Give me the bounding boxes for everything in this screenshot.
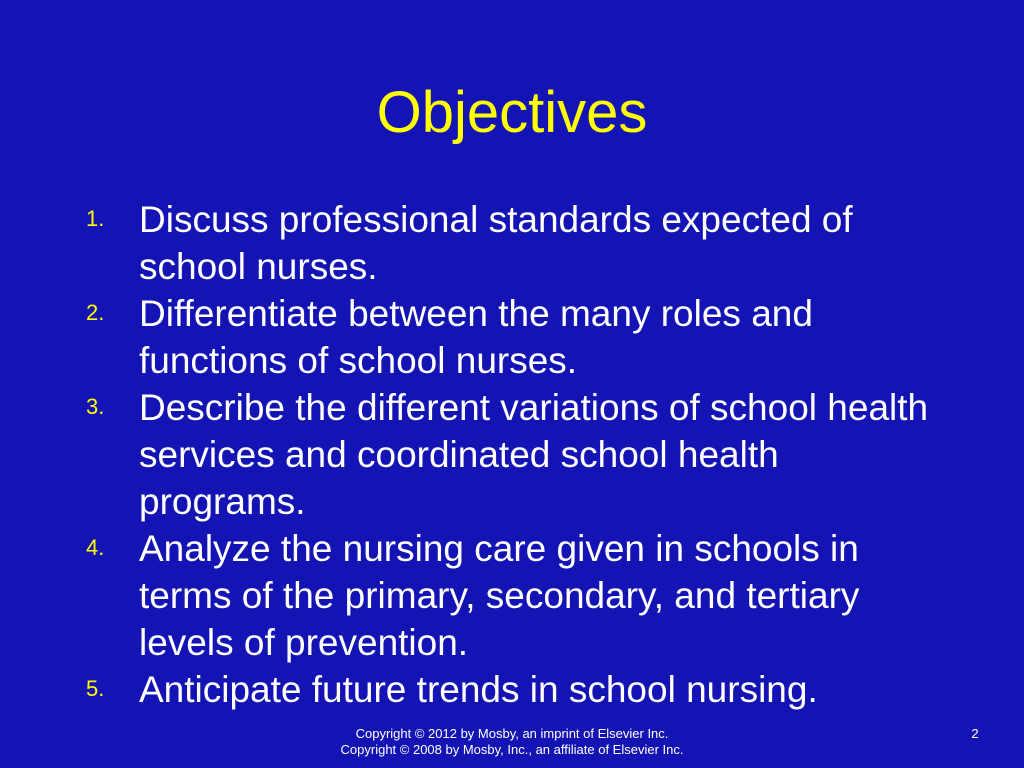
objective-item — [86, 666, 936, 713]
objective-number: 5. — [86, 676, 105, 701]
objective-text: Anticipate future trends in school nursing. — [139, 669, 818, 710]
objective-text: Discuss professional standards expected of school nurses. — [139, 199, 853, 287]
copyright-footer — [0, 726, 1024, 758]
objective-number: 3. — [86, 394, 105, 419]
objective-item — [86, 196, 936, 290]
slide-title: Objectives — [376, 80, 648, 145]
page-number: 2 — [971, 726, 979, 741]
objective-number: 1. — [86, 206, 105, 231]
objective-text: Describe the different variations of school health services and coordinated school health programs. — [139, 387, 929, 522]
objective-text: Differentiate between the many roles and functions of school nurses. — [139, 293, 813, 381]
objective-number: 2. — [86, 300, 105, 325]
objective-item — [86, 384, 936, 525]
objectives-list — [86, 196, 936, 713]
objective-item — [86, 290, 936, 384]
objective-number: 4. — [86, 535, 105, 560]
objective-item — [86, 525, 936, 666]
copyright-line-2: Copyright © 2008 by Mosby, Inc., an affiliate of Elsevier Inc. — [340, 742, 684, 757]
copyright-line-1: Copyright © 2012 by Mosby, an imprint of Elsevier Inc. — [355, 726, 669, 741]
objective-text: Analyze the nursing care given in schools in terms of the primary, secondary, and tertiary levels of prevention. — [139, 528, 860, 663]
